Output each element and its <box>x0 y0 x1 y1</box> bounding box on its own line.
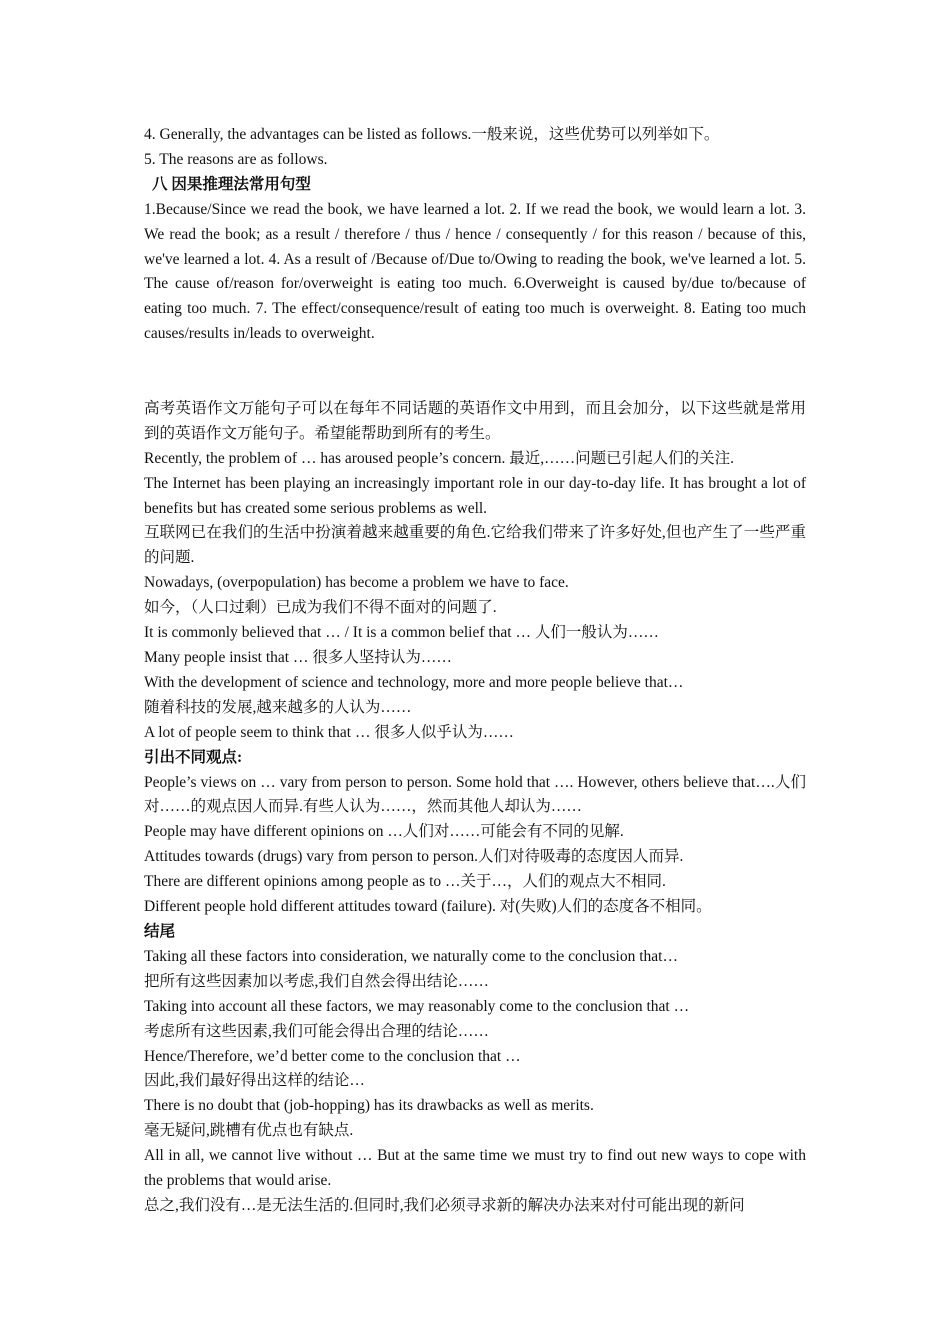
text-line: 考虑所有这些因素,我们可能会得出合理的结论…… <box>144 1022 489 1040</box>
text-line: With the development of science and technology, more and more people believe that… <box>144 673 684 691</box>
text-line: Taking all these factors into consideration, we naturally come to the conclusion that… <box>144 947 678 965</box>
text-line: It is commonly believed that … / It is a common belief that … 人们一般认为…… <box>144 624 659 642</box>
section-heading: 八 因果推理法常用句型 <box>152 175 311 193</box>
text-line: Nowadays, (overpopulation) has become a problem we have to face. <box>144 574 569 592</box>
document-page <box>144 123 806 1219</box>
paragraph: 1.Because/Since we read the book, we have learned a lot. 2. If we read the book, we would learn a lot. 3. We read the book; as a result / therefore / thus / hence / consequently / for this reason / because of this, we've learned a lot. 4. As a result of /Because of/Due to/Owing to reading the book, we've learned a lot. 5. The cause of/reason for/overweight is eating too much. 6.Overweight is caused by/due to/because of eating too much. 7. The effect/consequence/result of eating too much is overweight. 8. Eating too much causes/results in/leads to overweight. <box>144 200 806 343</box>
text-line: 5. The reasons are as follows. <box>144 150 328 168</box>
text-line: All in all, we cannot live without … But at the same time we must try to find out new ways to cope with the problems that would arise. <box>144 1147 806 1190</box>
section-heading: 引出不同观点: <box>144 748 243 766</box>
text-line: There are different opinions among people as to …关于…，人们的观点大不相同. <box>144 873 666 891</box>
text-line: 互联网已在我们的生活中扮演着越来越重要的角色.它给我们带来了许多好处,但也产生了一些严重的问题. <box>144 524 806 567</box>
spacer <box>144 347 806 397</box>
text-line: Many people insist that … 很多人坚持认为…… <box>144 649 452 667</box>
text-line: People may have different opinions on …人们对……可能会有不同的见解. <box>144 823 624 841</box>
text-line: 把所有这些因素加以考虑,我们自然会得出结论…… <box>144 972 489 990</box>
text-line: 总之,我们没有…是无法生活的.但同时,我们必须寻求新的解决办法来对付可能出现的新问 <box>144 1196 745 1214</box>
text-line: 如今，（人口过剩）已成为我们不得不面对的问题了. <box>144 599 497 617</box>
text-line: 随着科技的发展,越来越多的人认为…… <box>144 698 412 716</box>
text-line: There is no doubt that (job-hopping) has its drawbacks as well as merits. <box>144 1097 594 1115</box>
text-line: Hence/Therefore, we’d better come to the conclusion that … <box>144 1047 521 1065</box>
section-heading: 结尾 <box>144 922 176 940</box>
text-line: Attitudes towards (drugs) vary from person to person.人们对待吸毒的态度因人而异. <box>144 848 684 866</box>
text-line: A lot of people seem to think that … 很多人似乎认为…… <box>144 723 514 741</box>
text-line: The Internet has been playing an increasingly important role in our day-to-day life. It has brought a lot of benefits but has created some serious problems as well. <box>144 474 806 517</box>
text-line: 4. Generally, the advantages can be listed as follows.一般来说，这些优势可以列举如下。 <box>144 126 720 143</box>
text-line: People’s views on … vary from person to person. Some hold that …. However, others believe that….人们对……的观点因人而异.有些人认为……，然而其他人却认为…… <box>144 773 806 816</box>
text-line: 毫无疑问,跳槽有优点也有缺点. <box>144 1122 354 1140</box>
text-line: Recently, the problem of … has aroused people’s concern. 最近,……问题已引起人们的关注. <box>144 449 735 467</box>
intro-paragraph: 高考英语作文万能句子可以在每年不同话题的英语作文中用到，而且会加分，以下这些就是常用到的英语作文万能句子。希望能帮助到所有的考生。 <box>144 399 806 442</box>
text-line: Taking into account all these factors, we may reasonably come to the conclusion that … <box>144 997 690 1015</box>
text-line: 因此,我们最好得出这样的结论… <box>144 1072 365 1090</box>
text-line: Different people hold different attitudes toward (failure). 对(失败)人们的态度各不相同。 <box>144 898 712 916</box>
